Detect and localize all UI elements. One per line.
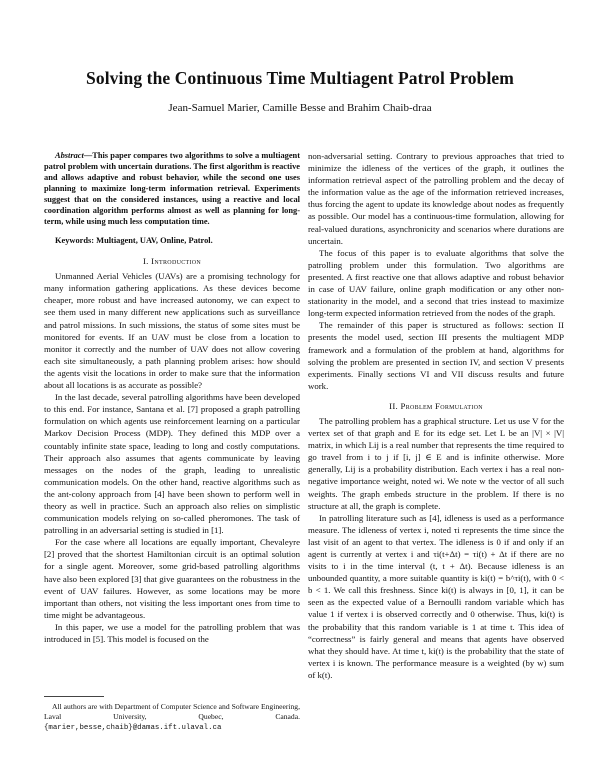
paragraph: In the last decade, several patrolling algorithms have been developed to this end. For instance, Santana et al. [7] proposed a graph patrolling formulation on which agents use reinforcement learning on a particular Markov Decision Process (MDP). They defined this MDP over a countably infinite state space, leading to long and costly computations. Their approach also assumes that agents communicate by leaving messages on the nodes of the graph, leading to unrealistic communication models. On the other hand, reactive algorithms such as the ant-colony approach from [4] have been shown to perform well in theory as well in practice. Such an approach also relies on simplistic communication models relying on so-called pheromones. The task of patrolling in an adversarial setting is studied in [1]. — [44, 392, 300, 536]
abstract-text: This paper compares two algorithms to solve a multiagent patrol problem with uncertain durations. The first algorithm is reactive and allows adaptive and robust behavior, while the second one uses planning to maximize long-term information retrieval. Experiments suggest that on the considered instances, using a reactive and local coordination algorithm performs almost as well as planning for long-term, while using much less computation time. — [44, 151, 300, 226]
paragraph: non-adversarial setting. Contrary to previous approaches that tried to minimize the idleness of the vertices of the graph, it outlines the information retrieval aspect of the patrolling problem and the decay of the information value as the age of the information retrieved increases, thus forcing the agent to update its knowledge about nodes as frequently as possible. Our model has a continuous-time formulation, allowing for real-valued durations, asynchronicity and scenarios where durations are uncertain. — [308, 151, 564, 246]
footnote — [44, 702, 300, 733]
section-heading-introduction: I. Introduction — [142, 256, 202, 267]
paragraph: The patrolling problem has a graphical structure. Let us use V for the vertex set of that graph and E for its edge set. Let L be an |V| × |V| matrix, in which Lij is a real number that represents the time required to go travel from i to j if [i, j] ∈ E and is infinite otherwise. More generally, Lij is a probability distribution. Each vertex i has a real non-negative importance weight, noted wi. We note w the vector of all such weights. The graph embeds structure in the problem. If there is no structure at all, the graph is complete. — [308, 415, 564, 511]
left-column — [44, 150, 300, 645]
abstract — [44, 150, 300, 227]
paragraph: In this paper, we use a model for the patrolling problem that was introduced in [5]. This model is focused on the — [44, 621, 300, 644]
footnote-emails: {marier,besse,chaib}@damas.ift.ulaval.ca — [44, 724, 222, 732]
abstract-lead: Abstract— — [55, 151, 93, 160]
footnote-rule — [44, 696, 104, 697]
paragraph: For the case where all locations are equally important, Chevaleyre [2] proved that the shortest Hamiltonian circuit is an optimal solution for a single agent. Moreover, some grid-based patrolling algorithms have also been explored [3] that give guarantees on the robustness in the event of UAV failures. However, as some locations may be more important than others, not visiting the less important ones from time to time might be advantageous. — [44, 537, 300, 620]
section-heading-problem-formulation: II. Problem Formulation — [389, 400, 483, 411]
keywords: Keywords: Multiagent, UAV, Online, Patrol. — [55, 236, 213, 245]
paper-title: Solving the Continuous Time Multiagent Patrol Problem — [86, 68, 514, 88]
paragraph: The remainder of this paper is structured as follows: section II presents the model used, section III presents the multiagent MDP framework and a formulation of the problem at hand, algorithms for solving the problem are presented in section IV, and section V presents experiments. Finally sections VI and VII discuss results and future work. — [308, 320, 564, 391]
right-column — [308, 150, 564, 681]
paragraph: The focus of this paper is to evaluate algorithms that solve the patrolling problem under this formulation. Two algorithms are presented. A first reactive one that allows adaptive and robust behavior in case of UAV failure, online graph modification or any other non-stationarity in the model, and a second that tries instead to maximize long-term expected information retrieved from the nodes of the graph. — [308, 247, 564, 319]
paper-authors: Jean-Samuel Marier, Camille Besse and Brahim Chaib-draa — [168, 102, 432, 114]
paragraph: In patrolling literature such as [4], idleness is used as a performance measure. The idleness of vertex i, noted τi represents the time since the last visit of an agent to that vertex. The idleness is 0 if and only if an agent is currently at vertex i and τi(t+Δt) = τi(t) + Δt if there are no visits to i in the time interval (t, t + Δt). Because idleness is an unbounded quantity, a more suitable quantity is ki(t) = b^τi(t), with 0 < b < 1. We call this freshness. Since ki(t) is always in [0, 1], it can be seen as the expected value of a Bernoulli random variable which has value 1 if vertex i is observed correctly and 0 otherwise. Thus, ki(t) is the probability that this random variable is 1 at time t. This idea of “correctness” is fairly general and means that agents have observed what they should have. At time t, ki(t) is the probability that the state of vertex i is known. The performance measure is a weighted (by w) sum of k(t). — [308, 512, 564, 680]
paragraph: Unmanned Aerial Vehicles (UAVs) are a promising technology for many information gathering applications. As these devices become cheaper, more robust and have increased autonomy, we can expect to see them used in many different new applications such as surveillance and patrol missions. In such missions, the status of some sites must be monitored for events. If an UAV must be close from a location to monitor it correctly and the number of UAV does not allow covering each site simultaneously, a path planning problem arises: how should the agents visit the locations in order to make sure that the information about all locations is as accurate as possible? — [44, 271, 300, 391]
footnote-affiliation: All authors are with Department of Computer Science and Software Engineering, Laval University, Quebec, Canada. — [44, 702, 300, 721]
